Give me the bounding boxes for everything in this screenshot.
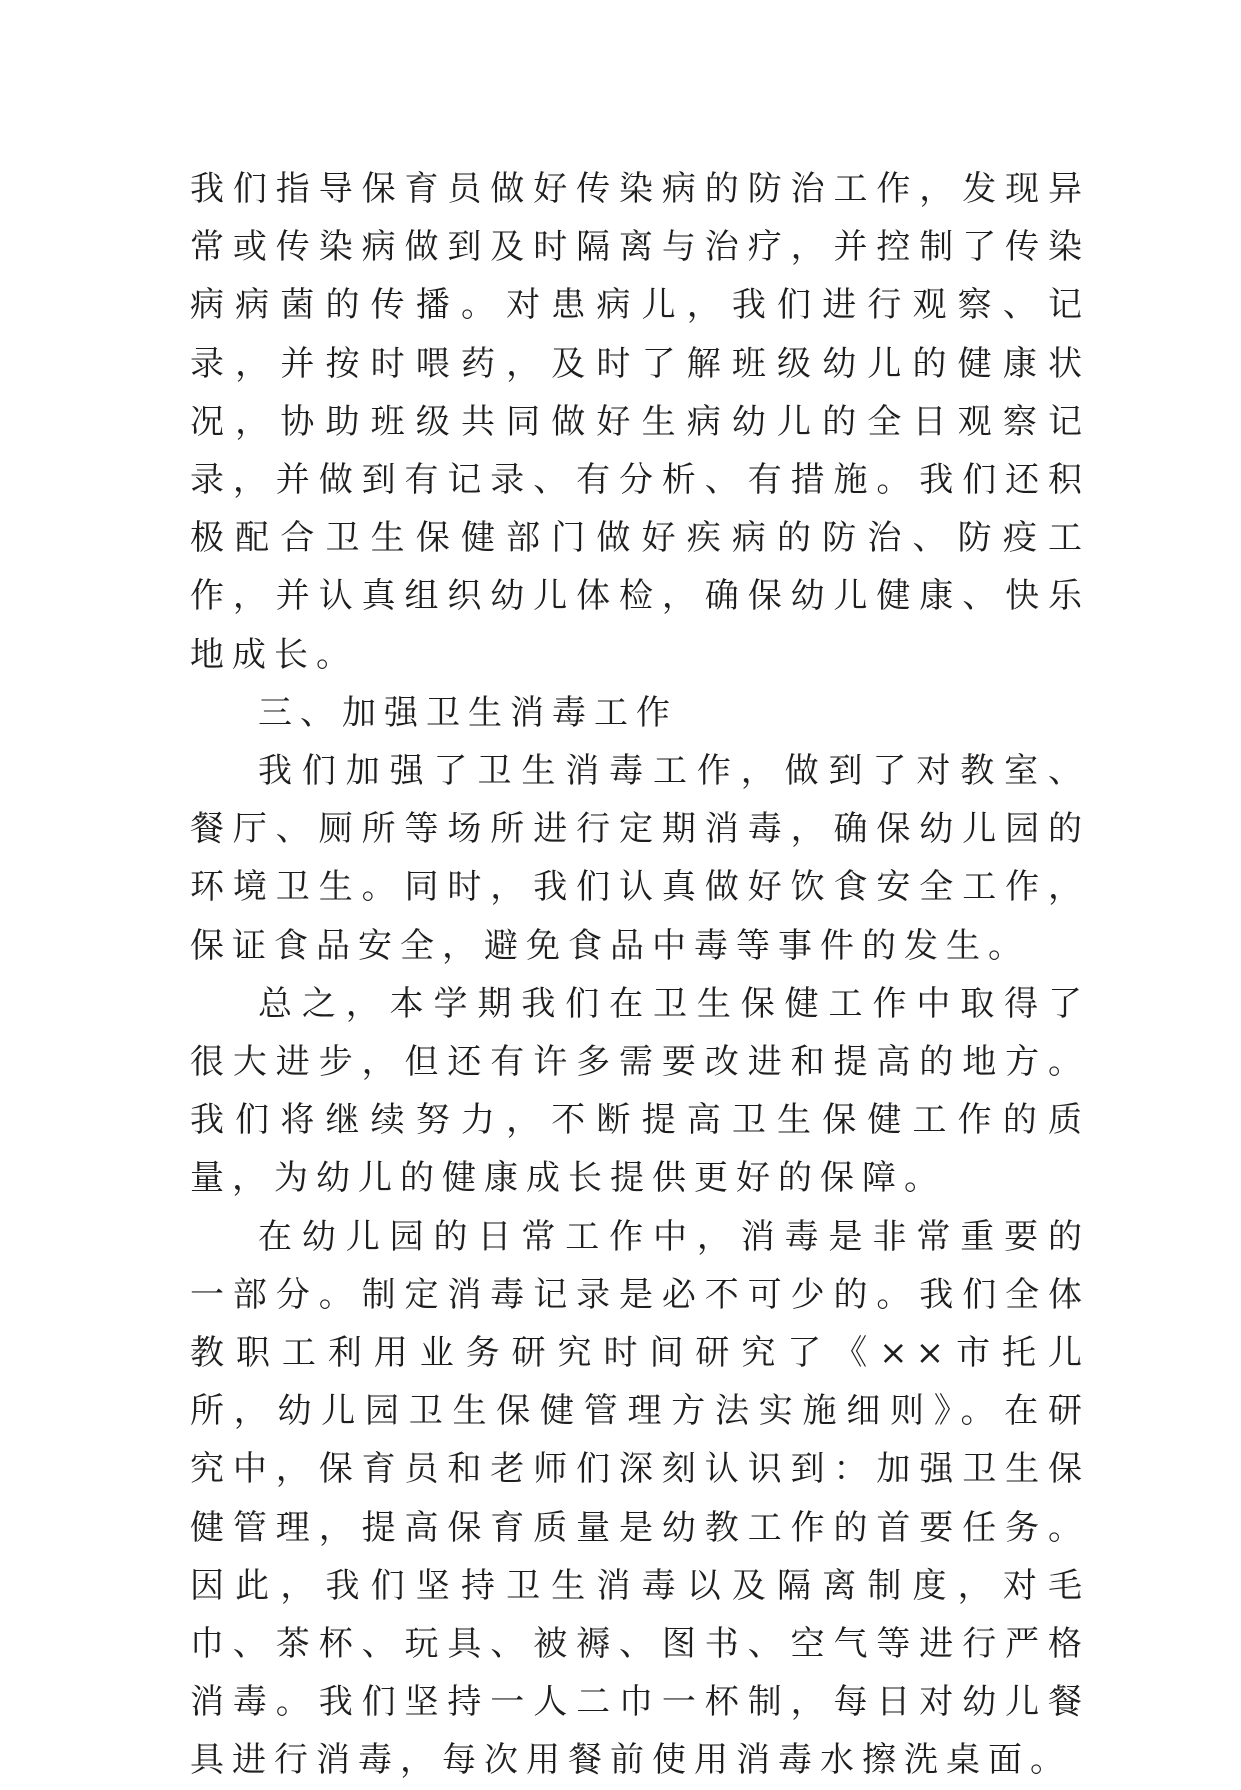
document-body [190, 160, 1090, 1790]
paragraph-summary: 总之，本学期我们在卫生保健工作中取得了很大进步，但还有许多需要改进和提高的地方。我们将继续努力，不断提高卫生保健工作的质量，为幼儿的健康成长提供更好的保障。 [190, 983, 1090, 1199]
section-heading-disinfection: 三、加强卫生消毒工作 [258, 692, 678, 733]
paragraph-epidemic-prevention: 我们指导保育员做好传染病的防治工作，发现异常或传染病做到及时隔离与治疗，并控制了传染病病菌的传播。对患病儿，我们进行观察、记录，并按时喂药，及时了解班级幼儿的健康状况，协助班级共同做好生病幼儿的全日观察记录，并做到有记录、有分析、有措施。我们还积极配合卫生保健部门做好疾病的防治、防疫工作，并认真组织幼儿体检，确保幼儿健康、快乐地成长。 [190, 169, 1090, 675]
paragraph-disinfection-records: 在幼儿园的日常工作中，消毒是非常重要的一部分。制定消毒记录是必不可少的。我们全体教职工利用业务研究时间研究了《××市托儿所，幼儿园卫生保健管理方法实施细则》。在研究中，保育员和老师们深刻认识到：加强卫生保健管理，提高保育质量是幼教工作的首要任务。因此，我们坚持卫生消毒以及隔离制度，对毛巾、茶杯、玩具、被褥、图书、空气等进行严格消毒。我们坚持一人二巾一杯制，每日对幼儿餐具进行消毒，每次用餐前使用消毒水擦洗桌面。 [190, 1216, 1090, 1781]
paragraph-disinfection-work: 我们加强了卫生消毒工作，做到了对教室、餐厅、厕所等场所进行定期消毒，确保幼儿园的环境卫生。同时，我们认真做好饮食安全工作，保证食品安全，避免食品中毒等事件的发生。 [190, 751, 1090, 966]
